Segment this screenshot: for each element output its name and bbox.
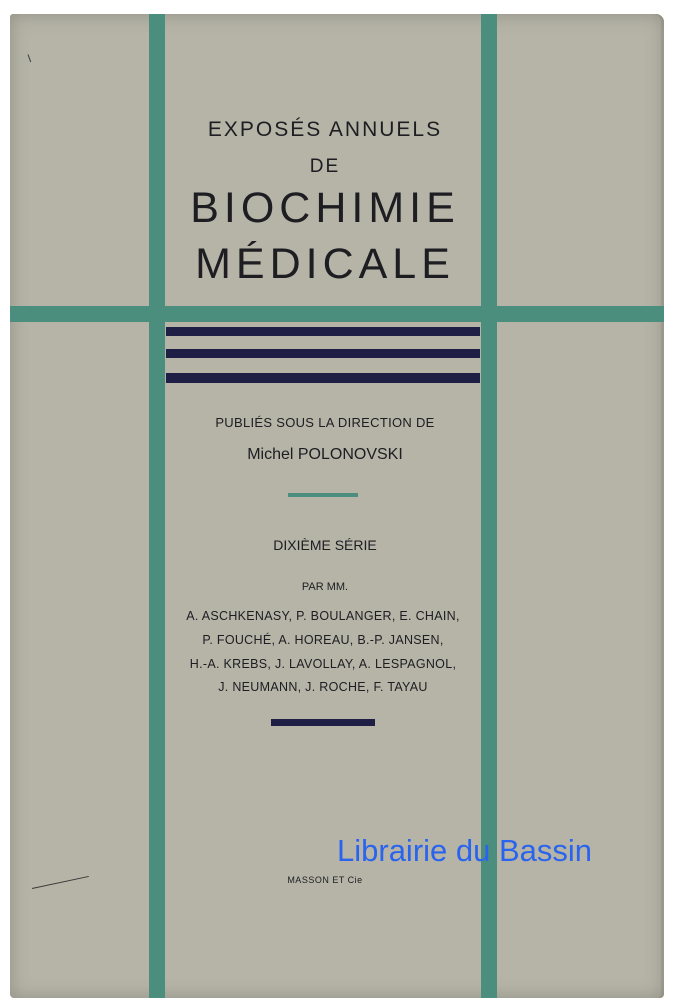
cover-line-exposes: EXPOSÉS ANNUELS (207, 118, 443, 141)
cover-title-medicale: MÉDICALE (195, 240, 455, 288)
navy-stripe-2 (166, 349, 480, 358)
navy-divider (271, 719, 375, 726)
authors-line-4: J. NEUMANN, J. ROCHE, F. TAYAU (218, 680, 428, 694)
navy-stripe-3 (166, 373, 480, 383)
navy-stripe-1 (166, 327, 480, 336)
authors-line-1: A. ASCHKENASY, P. BOULANGER, E. CHAIN, (186, 609, 460, 623)
publisher-label: MASSON ET Cie (287, 875, 363, 885)
scratch-mark (28, 54, 32, 62)
authors-line-3: H.-A. KREBS, J. LAVOLLAY, A. LESPAGNOL, (189, 657, 457, 671)
green-horizontal-stripe (10, 306, 664, 322)
editor-name: Michel POLONOVSKI (247, 446, 403, 463)
par-label: PAR MM. (301, 581, 349, 593)
green-divider (288, 493, 358, 497)
authors-line-2: P. FOUCHÉ, A. HOREAU, B.-P. JANSEN, (202, 633, 444, 647)
scratch-mark (32, 876, 89, 889)
series-label: DIXIÈME SÉRIE (273, 537, 377, 553)
watermark-text: Librairie du Bassin (337, 833, 593, 868)
cover-line-de: DE (309, 156, 341, 177)
published-by-line: PUBLIÉS SOUS LA DIRECTION DE (215, 415, 435, 430)
cover-title-biochimie: BIOCHIMIE (190, 184, 460, 232)
green-vertical-stripe-left (149, 14, 165, 998)
